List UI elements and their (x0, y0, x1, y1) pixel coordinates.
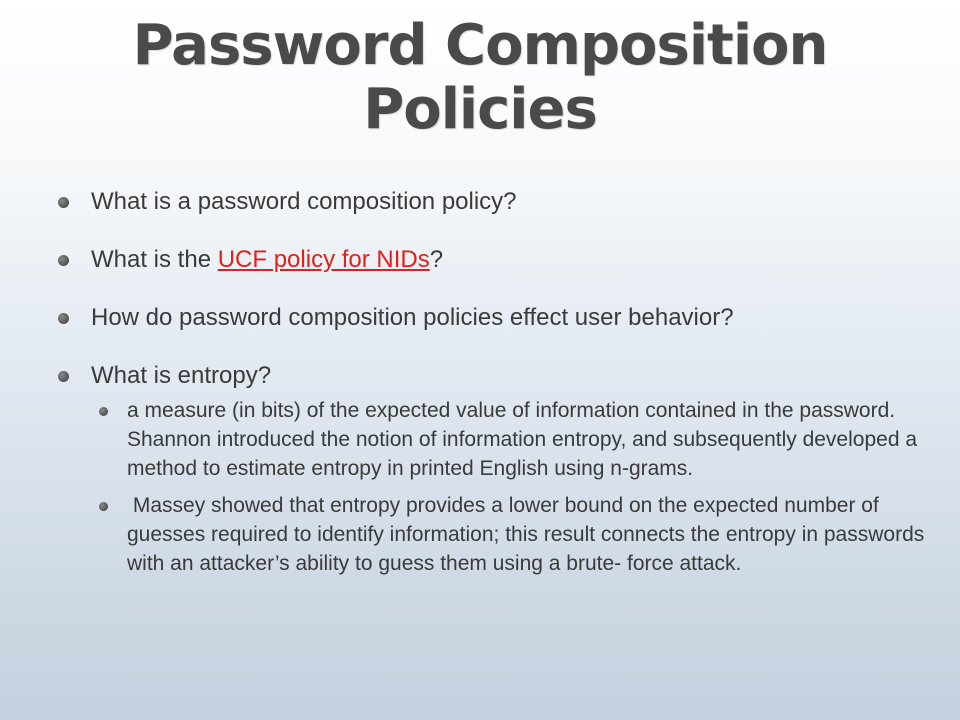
bullet-dot-icon (58, 371, 69, 382)
bullet-dot-icon (58, 197, 69, 208)
sub-bullet-text: Massey showed that entropy provides a lower bound on the expected number of guesses required to identify information; this result connects the entropy in passwords with an attacker’s ability to guess them using a brute- force attack. (127, 494, 931, 575)
bullet-text: What is entropy? (91, 362, 272, 389)
sub-bullet-text: a measure (in bits) of the expected value of information contained in the password. Shannon introduced the notion of information entropy, and subsequently developed a method to estimate entropy in printed English using n-grams. (127, 399, 918, 480)
sub-bullet-item (91, 491, 936, 578)
ucf-policy-link[interactable]: UCF policy for NIDs (217, 246, 430, 273)
bullet-item (56, 300, 936, 336)
bullet-text: What is a password composition policy? (91, 188, 517, 215)
title-line-2: Policies (363, 77, 597, 142)
bullet-text-suffix: ? (429, 246, 444, 273)
bullet-item (56, 242, 936, 278)
sub-bullet-dot-icon (99, 407, 108, 416)
bullet-text: How do password composition policies effect user behavior? (91, 304, 734, 331)
bullet-item (56, 184, 936, 220)
bullet-list (56, 184, 936, 586)
bullet-dot-icon (58, 313, 69, 324)
title-line-1: Password Composition (132, 13, 828, 78)
sub-bullet-list (91, 396, 936, 578)
sub-bullet-item (91, 396, 936, 483)
bullet-text-prefix: What is the (91, 246, 218, 273)
bullet-dot-icon (58, 255, 69, 266)
sub-bullet-dot-icon (99, 502, 108, 511)
bullet-item (56, 358, 936, 578)
slide-title (0, 14, 960, 142)
